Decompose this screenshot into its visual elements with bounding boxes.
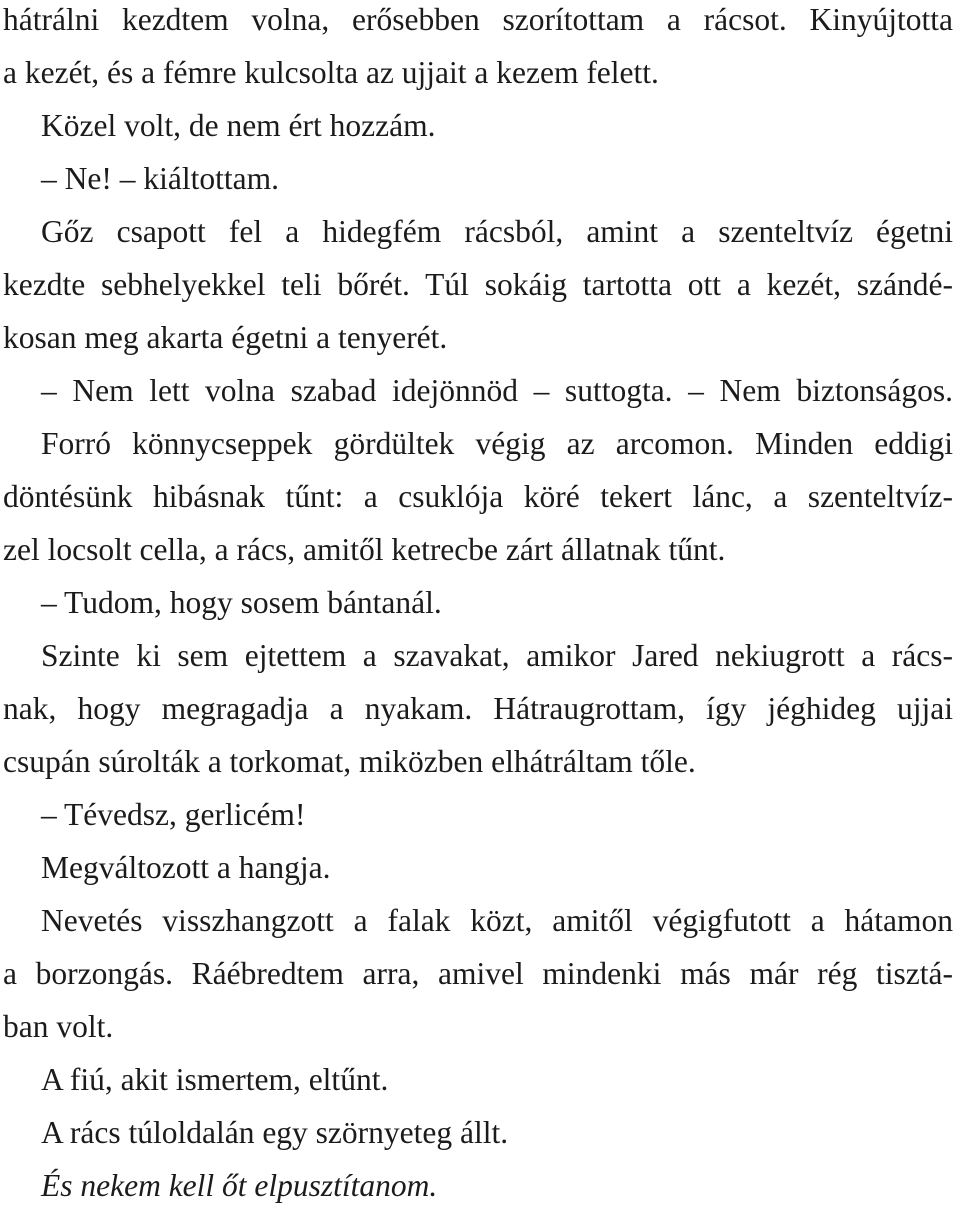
text-line: csupán súrolták a torkomat, miközben elhátráltam tőle. <box>3 744 696 779</box>
text-line: döntésünk hibásnak tűnt: a csuklója köré tekert lánc, a szenteltvíz- <box>3 479 953 514</box>
text-line: nak, hogy megragadja a nyakam. Hátraugrottam, így jéghideg ujjai <box>3 691 953 726</box>
text-line: Nevetés visszhangzott a falak közt, amitől végigfutott a hátamon <box>41 903 953 938</box>
text-line: Szinte ki sem ejtettem a szavakat, amikor Jared nekiugrott a rács- <box>41 638 953 673</box>
text-line: a borzongás. Ráébredtem arra, amivel mindenki más már rég tisztá- <box>3 956 953 991</box>
text-line: a kezét, és a fémre kulcsolta az ujjait a kezem felett. <box>3 55 659 90</box>
text-line: Gőz csapott fel a hidegfém rácsból, amint a szenteltvíz égetni <box>41 214 953 249</box>
text-line: Forró könnycseppek gördültek végig az arcomon. Minden eddigi <box>41 426 953 461</box>
text-line: És nekem kell őt elpusztítanom. <box>41 1168 438 1203</box>
text-line: Közel volt, de nem ért hozzám. <box>41 108 436 143</box>
text-line: zel locsolt cella, a rács, amitől ketrecbe zárt állatnak tűnt. <box>3 532 726 567</box>
text-line: ban volt. <box>3 1009 114 1044</box>
text-line: – Ne! – kiáltottam. <box>41 161 279 196</box>
text-line: – Tudom, hogy sosem bántanál. <box>41 585 442 620</box>
text-line: – Tévedsz, gerlicém! <box>41 797 306 832</box>
text-line: A rács túloldalán egy szörnyeteg állt. <box>41 1115 509 1150</box>
text-line: kezdte sebhelyekkel teli bőrét. Túl sokáig tartotta ott a kezét, szándé- <box>3 267 953 302</box>
text-line: hátrálni kezdtem volna, erősebben szorítottam a rácsot. Kinyújtotta <box>3 2 953 37</box>
text-line: – Nem lett volna szabad idejönnöd – suttogta. – Nem biztonságos. <box>41 373 953 408</box>
text-line: A fiú, akit ismertem, eltűnt. <box>41 1062 389 1097</box>
text-line: Megváltozott a hangja. <box>41 850 331 885</box>
text-line: kosan meg akarta égetni a tenyerét. <box>3 320 448 355</box>
